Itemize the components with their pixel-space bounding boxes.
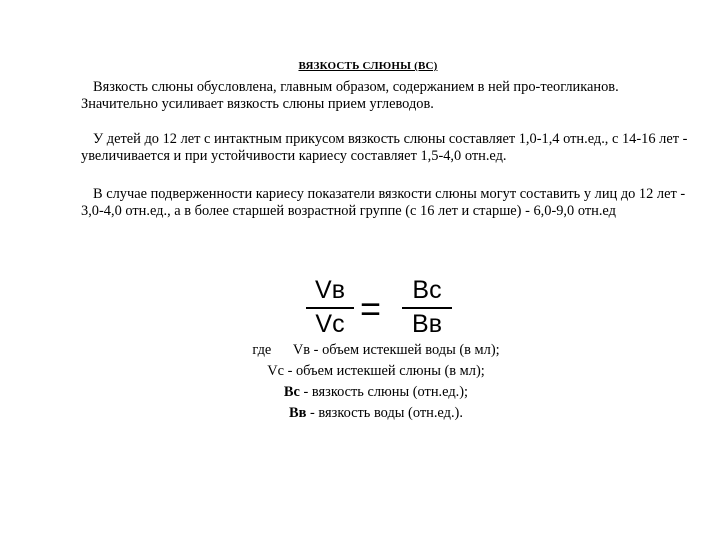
viscosity-formula	[306, 276, 456, 340]
legend-line-saliva-volume	[180, 361, 572, 382]
paragraph-caries-values	[81, 186, 693, 220]
legend-line-water-viscosity	[180, 403, 572, 424]
legend-symbol: Вв	[289, 405, 307, 421]
legend-prefix: где	[252, 342, 272, 358]
legend-description: - вязкость слюны (отн.ед.);	[299, 384, 469, 400]
formula-legend	[180, 340, 572, 424]
legend-symbol: Вс	[283, 384, 300, 400]
legend-description: - объем истекшей воды (в мл);	[310, 342, 500, 358]
formula-right-numerator: Вс	[412, 276, 442, 304]
paragraph-text: Вязкость слюны обусловлена, главным образом, содержанием в ней про-теогликанов. Значительно усиливает вязкость слюны прием углеводов.	[81, 79, 619, 112]
legend-line-water-volume	[180, 340, 572, 361]
formula-right-fraction	[402, 276, 452, 340]
paragraph-text: В случае подверженности кариесу показатели вязкости слюны могут составить у лиц до 12 лет - 3,0-4,0 отн.ед., а в более старшей возрастной группе (с 16 лет и старше) - 6,0-9,0 отн.ед	[81, 186, 686, 219]
document-title: ВЯЗКОСТЬ СЛЮНЫ (ВС)	[298, 60, 438, 72]
formula-left-denominator: Vс	[315, 310, 345, 338]
legend-symbol: Vс	[267, 363, 284, 379]
formula-right-denominator: Вв	[412, 310, 442, 338]
legend-symbol: Vв	[292, 342, 311, 358]
formula-left-fraction	[306, 276, 354, 340]
formula-equals-sign: =	[360, 288, 382, 329]
paragraph-viscosity-cause	[81, 79, 693, 113]
fraction-bar	[306, 307, 354, 309]
legend-description: - объем истекшей слюны (в мл);	[284, 363, 485, 379]
formula-left-numerator: Vв	[315, 276, 345, 304]
paragraph-text: У детей до 12 лет с интактным прикусом вязкость слюны составляет 1,0-1,4 отн.ед., с 14-16 лет - увеличивается и при устойчивости кариесу составляет 1,5-4,0 отн.ед.	[81, 131, 688, 164]
fraction-bar	[402, 307, 452, 309]
paragraph-children-norms	[81, 131, 693, 165]
legend-description: - вязкость воды (отн.ед.).	[306, 405, 463, 421]
legend-line-saliva-viscosity	[180, 382, 572, 403]
